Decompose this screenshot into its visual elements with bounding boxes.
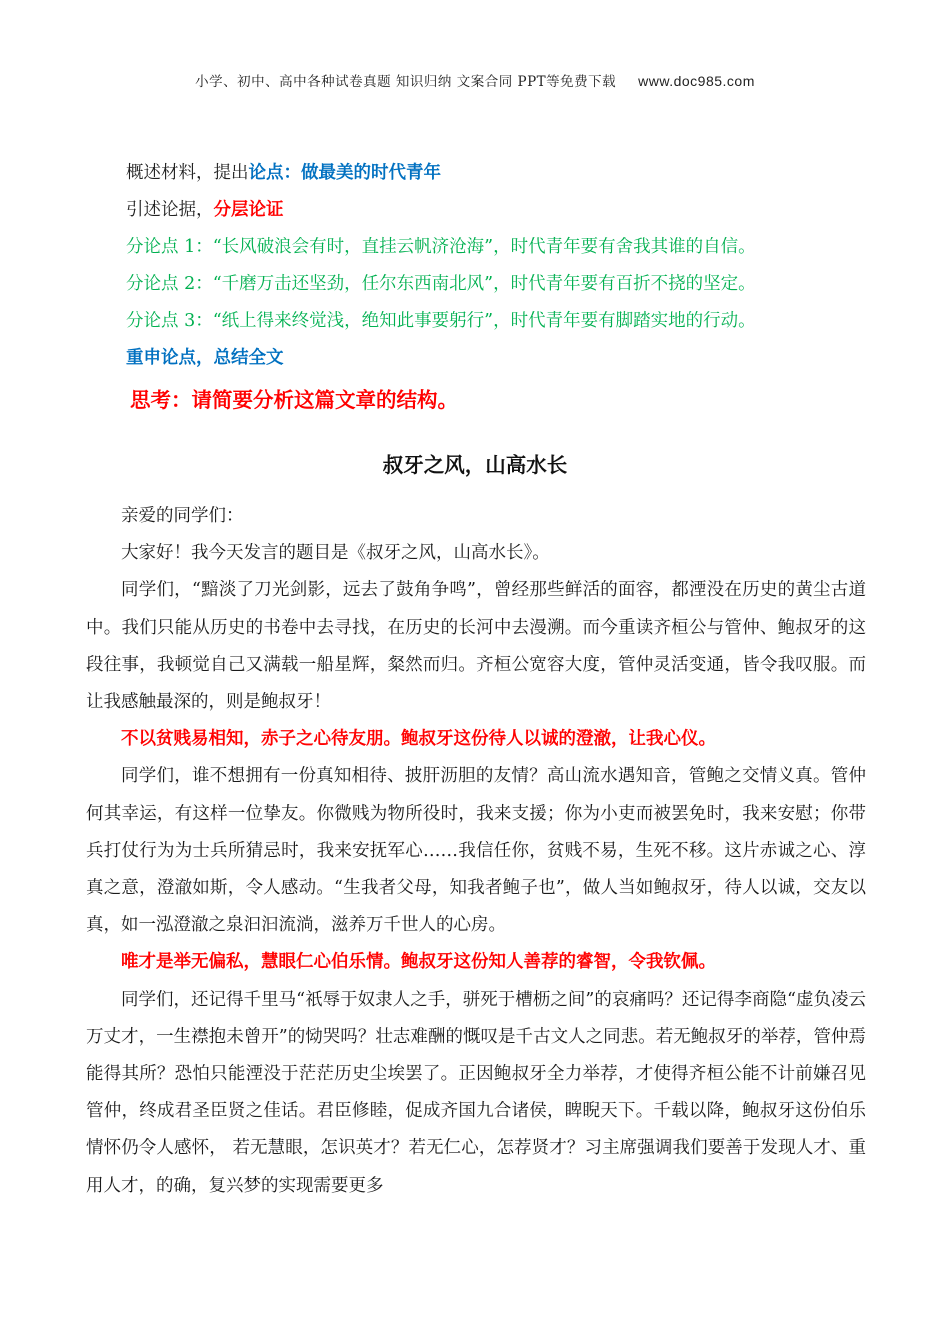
outline-conclusion: 重申论点，总结全文: [126, 348, 284, 368]
header-text: 小学、初中、高中各种试卷真题 知识归纳 文案合同 PPT等免费下载: [195, 74, 617, 90]
header-site: www.doc985.com: [638, 73, 755, 89]
outline-sub-point-1: 分论点 1：“长风破浪会有时，直挂云帆济沧海”，时代青年要有舍我其谁的自信。: [126, 237, 756, 257]
article-title: 叔牙之风，山高水长: [382, 453, 568, 477]
article-greeting: 亲爱的同学们：: [121, 506, 244, 526]
outline-sub-point-2: 分论点 2：“千磨万击还坚劲，任尔东西南北风”，时代青年要有百折不挠的坚定。: [126, 274, 756, 294]
article-highlight-1: 不以贫贱易相知，赤子之心待友朋。鲍叔牙这份待人以诚的澄澈，让我心仪。: [121, 729, 716, 750]
outline-l2-prefix: 引述论据，: [126, 200, 214, 220]
think-question: 思考：请简要分析这篇文章的结构。: [130, 388, 458, 412]
outline-l2-point: 分层论证: [213, 200, 284, 220]
article-body: [86, 498, 866, 1205]
outline-sub-point-3: 分论点 3：“纸上得来终觉浅，绝知此事要躬行”，时代青年要有脚踏实地的行动。: [126, 311, 756, 331]
article-paragraph-4: 同学们，还记得千里马“祇辱于奴隶人之手，骈死于槽枥之间”的哀痛吗？还记得李商隐“虚负凌云万丈才，一生襟抱未曾开”的恸哭吗？壮志难酬的慨叹是千古文人之同悲。若无鲍叔牙的举荐，管仲焉能得其所？恐怕只能湮没于茫茫历史尘埃罢了。正因鲍叔牙全力举荐，才使得齐桓公能不计前嫌召见管仲，终成君圣臣贤之佳话。君臣修睦，促成齐国九合诸侯，睥睨天下。千载以降，鲍叔牙这份伯乐情怀仍令人感怀， 若无慧眼，怎识英才？若无仁心，怎荐贤才？习主席强调我们要善于发现人才、重用人才，的确，复兴梦的实现需要更多: [86, 989, 866, 1196]
outline-line-1: [126, 155, 866, 192]
article-paragraph-3: 同学们，谁不想拥有一份真知相待、披肝沥胆的友情？高山流水遇知音，管鲍之交情义真。管仲何其幸运，有这样一位挚友。你微贱为物所役时，我来支援；你为小吏而被罢免时，我来安慰；你带兵打仗行为为士兵所猜忌时，我来安抚军心……我信任你，贫贱不易，生死不移。这片赤诚之心、淳真之意，澄澈如斯，令人感动。“生我者父母，知我者鲍子也”，做人当如鲍叔牙，待人以诚，交友以真，如一泓澄澈之泉汩汩流淌，滋养万千世人的心房。: [86, 766, 866, 936]
outline-l1-prefix: 概述材料，提出: [126, 163, 249, 183]
article-paragraph-1: 大家好！我今天发言的题目是《叔牙之风，山高水长》。: [121, 543, 550, 564]
page-header: [0, 70, 950, 90]
article-paragraph-2: 同学们，“黯淡了刀光剑影，远去了鼓角争鸣”，曾经那些鲜活的面容，都湮没在历史的黄尘古道中。我们只能从历史的书卷中去寻找，在历史的长河中去漫溯。而今重读齐桓公与管仲、鲍叔牙的这段往事，我顿觉自己又满载一船星辉，粲然而归。齐桓公宽容大度，管仲灵活变通，皆令我叹服。而让我感触最深的，则是鲍叔牙！: [86, 580, 866, 713]
article-highlight-2: 唯才是举无偏私，慧眼仁心伯乐情。鲍叔牙这份知人善荐的睿智，令我钦佩。: [121, 952, 716, 973]
structure-outline: [126, 155, 866, 377]
outline-line-2: [126, 192, 866, 229]
outline-l1-point: 论点：做最美的时代青年: [248, 163, 441, 183]
